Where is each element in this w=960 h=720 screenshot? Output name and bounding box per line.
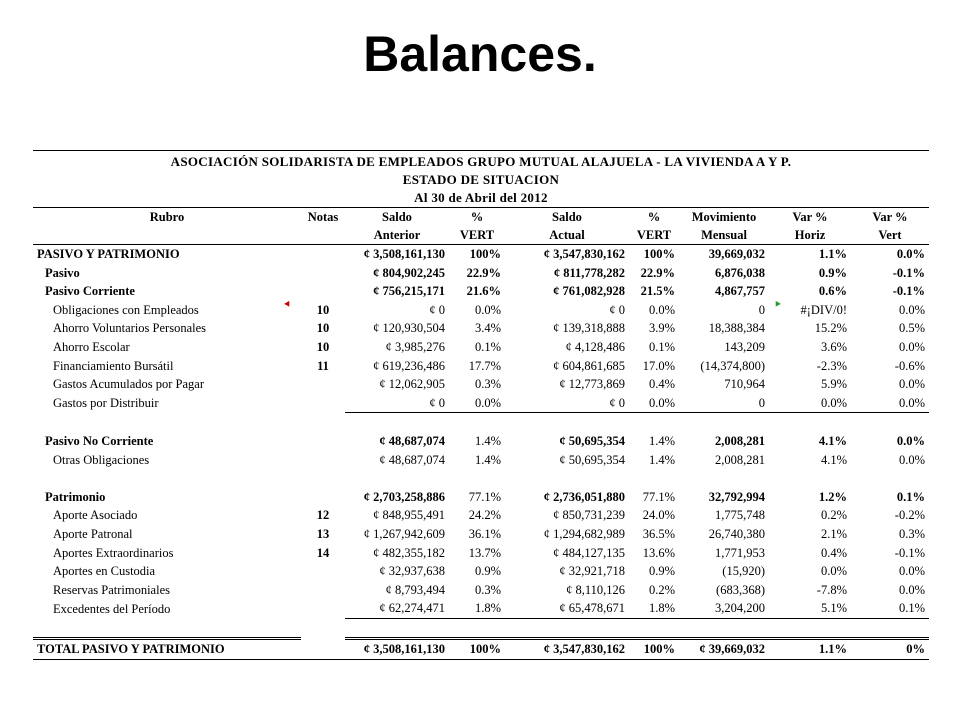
row-saldo-actual: ¢ 850,731,239 [553,508,625,523]
row-var-horiz: -7.8% [816,582,847,597]
row-saldo-actual: ¢ 0 [505,394,629,413]
row-movimiento: 18,388,384 [708,321,765,336]
row-pct-anterior: 1.4% [474,433,501,448]
row-pct-actual: 100% [629,639,679,660]
row-var-vert: 0.0% [898,302,925,317]
row-saldo-anterior: ¢ 62,274,471 [345,599,449,618]
spacer-row [33,618,929,639]
row-pct-anterior: 13.7% [468,545,501,560]
row-saldo-anterior: ¢ 0 [429,302,445,317]
row-pct-actual: 0.2% [648,582,675,597]
col-var-vert: Var % [872,210,908,224]
col-var-horiz: Var % [792,210,828,224]
organization-name: ASOCIACIÓN SOLIDARISTA DE EMPLEADOS GRUPO MUTUAL ALAJUELA - LA VIVIENDA A Y P. [170,154,792,169]
report-name: ESTADO DE SITUACION [402,172,560,187]
row-saldo-actual: ¢ 1,294,682,989 [543,526,625,541]
row-movimiento: 32,792,994 [708,489,765,504]
row-saldo-anterior: ¢ 12,062,905 [379,377,445,392]
row-movimiento: (15,920) [722,564,765,579]
row-label: Pasivo No Corriente [45,433,154,448]
row-pct-anterior: 36.1% [468,526,501,541]
col-movimiento-sub: Mensual [679,226,769,245]
row-pct-anterior: 0.1% [474,339,501,354]
row-pct-actual: 0.4% [648,377,675,392]
table-row [33,562,929,581]
row-saldo-anterior: ¢ 1,267,942,609 [363,526,445,541]
row-pct-actual: 1.4% [648,452,675,467]
row-var-horiz: 0.9% [818,265,847,280]
row-saldo-anterior: ¢ 0 [345,394,449,413]
table-row [33,525,929,544]
row-pct-actual: 0.9% [648,564,675,579]
col-saldo-anterior-sub: Anterior [345,226,449,245]
table-row [33,581,929,600]
row-pct-anterior: 0.0% [449,394,505,413]
row-movimiento: 143,209 [724,339,765,354]
row-movimiento: 0 [679,394,769,413]
row-var-horiz: 1.2% [818,489,847,504]
table-row [33,357,929,376]
row-var-vert: 0.0% [898,564,925,579]
row-movimiento: 0 [758,302,765,317]
total-row [33,639,929,660]
row-var-vert: 0.1% [896,489,925,504]
table-row [33,544,929,563]
row-saldo-anterior: ¢ 3,508,161,130 [345,639,449,660]
row-nota: 11 [317,358,329,373]
row-saldo-anterior: ¢ 48,687,074 [379,452,445,467]
row-pct-anterior: 1.4% [474,452,501,467]
row-nota: 10 [316,321,330,336]
report-date: Al 30 de Abril del 2012 [414,190,548,205]
row-saldo-anterior: ¢ 756,215,171 [373,284,445,299]
table-row [33,506,929,525]
table-row [33,282,929,301]
row-saldo-anterior: ¢ 619,236,486 [373,358,445,373]
row-var-vert: 0.0% [898,377,925,392]
row-pct-anterior: 1.8% [449,599,505,618]
row-saldo-anterior: ¢ 482,355,182 [373,545,445,560]
row-pct-anterior: 0.3% [474,377,501,392]
row-var-vert: -0.2% [894,508,925,523]
row-saldo-actual: ¢ 12,773,869 [559,377,625,392]
row-var-horiz: 0.4% [820,545,847,560]
table-row [33,451,929,470]
row-saldo-actual: ¢ 32,921,718 [559,564,625,579]
row-saldo-actual: ¢ 811,778,282 [553,265,625,280]
row-label: Pasivo [45,265,80,280]
row-var-horiz: 5.9% [820,377,847,392]
row-nota [301,581,345,600]
col-saldo-actual: Saldo [552,210,582,224]
table-row [33,375,929,394]
row-label: Otras Obligaciones [53,452,150,467]
row-movimiento: 710,964 [724,377,765,392]
row-var-vert: 0.0% [896,433,925,448]
table-row [33,319,929,338]
table-row [33,338,929,357]
col-pct-anterior-sub: VERT [449,226,505,245]
row-nota: 13 [316,526,330,541]
row-var-vert: -0.1% [892,284,925,299]
row-saldo-anterior: ¢ 804,902,245 [373,265,445,280]
col-rubro: Rubro [149,210,185,224]
row-movimiento: 4,867,757 [715,284,765,299]
row-pct-actual: 22.9% [640,265,675,280]
row-nota [301,245,345,264]
row-nota: 14 [316,545,330,560]
row-nota: 12 [316,508,330,523]
col-pct-actual-sub: VERT [629,226,679,245]
row-pct-actual: 1.8% [629,599,679,618]
row-movimiento: (14,374,800) [700,358,765,373]
row-saldo-anterior: ¢ 48,687,074 [379,433,445,448]
report-header [33,150,929,207]
row-saldo-actual: ¢ 2,736,051,880 [543,489,625,504]
row-movimiento: 1,775,748 [715,508,765,523]
row-saldo-anterior: ¢ 3,508,161,130 [363,247,445,261]
row-var-horiz: 3.6% [820,339,847,354]
row-movimiento: 1,771,953 [715,545,765,560]
row-var-horiz: 0.0% [769,394,851,413]
row-pct-actual: 21.5% [640,284,675,299]
table-row [33,432,929,451]
row-var-vert: -0.6% [894,358,925,373]
row-movimiento: 3,204,200 [679,599,769,618]
row-label: Reservas Patrimoniales [53,582,170,597]
table-row [33,394,929,413]
table-row [33,264,929,283]
row-nota [301,562,345,581]
row-var-vert: 0% [851,639,929,660]
row-label: Aportes en Custodia [53,564,156,579]
row-nota [301,282,345,301]
row-pct-anterior: 3.4% [474,321,501,336]
col-var-vert-sub: Vert [851,226,929,245]
row-nota [301,599,345,618]
row-saldo-actual: ¢ 3,547,830,162 [505,639,629,660]
row-label: Gastos por Distribuir [53,396,159,410]
row-nota [301,639,345,660]
row-var-vert: 0.0% [851,394,929,413]
row-pct-actual: 36.5% [642,526,675,541]
col-notas: Notas [307,210,339,224]
row-nota [301,488,345,507]
row-nota [301,264,345,283]
col-saldo-anterior: Saldo [382,210,412,224]
table-body [33,245,929,660]
row-nota [301,375,345,394]
row-pct-anterior: 77.1% [468,489,501,504]
row-movimiento: 39,669,032 [708,247,765,261]
row-pct-anterior: 17.7% [468,358,501,373]
table-row [33,301,929,320]
column-header-row-2 [33,226,929,245]
row-var-horiz: 0.6% [818,284,847,299]
row-label: TOTAL PASIVO Y PATRIMONIO [33,639,301,660]
row-label: PASIVO Y PATRIMONIO [37,247,180,261]
row-movimiento: 2,008,281 [715,433,765,448]
row-saldo-anterior: ¢ 8,793,494 [385,582,445,597]
row-var-vert: -0.1% [894,545,925,560]
col-movimiento: Movimiento [691,210,757,224]
row-var-horiz: 2.1% [820,526,847,541]
row-saldo-actual: ¢ 604,861,685 [553,358,625,373]
row-nota: 10 [316,302,330,317]
row-var-horiz: 1.1% [818,247,847,261]
row-pct-anterior: 21.6% [466,284,501,299]
row-pct-actual: 77.1% [642,489,675,504]
row-var-horiz: -2.3% [816,358,847,373]
column-header-row-1 [33,208,929,227]
row-label: Ahorro Voluntarios Personales [53,321,206,336]
col-pct-actual: % [647,210,661,224]
row-movimiento: 26,740,380 [708,526,765,541]
row-label: Pasivo Corriente [45,284,135,299]
row-var-vert: 0.5% [898,321,925,336]
col-var-horiz-sub: Horiz [769,226,851,245]
col-pct-anterior: % [470,210,484,224]
row-movimiento: (683,368) [716,582,765,597]
row-saldo-actual: ¢ 50,695,354 [559,452,625,467]
row-label: Ahorro Escolar [53,339,130,354]
row-saldo-actual: ¢ 484,127,135 [553,545,625,560]
row-label: Aportes Extraordinarios [53,545,174,560]
row-nota [301,394,345,413]
row-label: Excedentes del Período [53,601,171,616]
balance-table [33,207,929,660]
row-var-vert: 0.0% [898,339,925,354]
row-pct-actual: 1.4% [648,433,675,448]
row-label: Patrimonio [45,489,106,504]
row-nota [301,432,345,451]
row-saldo-actual: ¢ 761,082,928 [553,284,625,299]
table-row [33,488,929,507]
row-saldo-actual: ¢ 139,318,888 [553,321,625,336]
row-saldo-actual: ¢ 65,478,671 [505,599,629,618]
row-pct-anterior: 0.0% [474,302,501,317]
row-saldo-anterior: ¢ 3,985,276 [385,339,445,354]
row-pct-anterior: 100% [469,247,501,261]
row-movimiento: ¢ 39,669,032 [679,639,769,660]
row-pct-anterior: 22.9% [466,265,501,280]
row-saldo-anterior: ¢ 32,937,638 [379,564,445,579]
row-saldo-actual: ¢ 0 [609,302,625,317]
row-nota [301,451,345,470]
row-pct-actual: 100% [643,247,675,261]
row-var-vert: 0.0% [898,582,925,597]
row-saldo-actual: ¢ 4,128,486 [565,339,625,354]
row-pct-anterior: 24.2% [468,508,501,523]
row-saldo-anterior: ¢ 848,955,491 [373,508,445,523]
row-var-horiz: 0.0% [820,564,847,579]
spacer-row [33,413,929,432]
row-label: Gastos Acumulados por Pagar [53,377,205,392]
col-saldo-actual-sub: Actual [505,226,629,245]
row-pct-anterior: 0.3% [474,582,501,597]
row-pct-actual: 0.0% [629,394,679,413]
row-label: Financiamiento Bursátil [53,358,174,373]
row-pct-actual: 3.9% [648,321,675,336]
row-var-horiz: #¡DIV/0! [800,302,847,317]
row-saldo-actual: ¢ 3,547,830,162 [543,247,625,261]
row-saldo-actual: ¢ 50,695,354 [559,433,625,448]
row-saldo-actual: ¢ 8,110,126 [566,582,625,597]
row-label: Obligaciones con Empleados [53,302,199,317]
row-pct-actual: 0.0% [648,302,675,317]
row-label: Aporte Asociado [53,508,138,523]
row-var-horiz: 1.1% [769,639,851,660]
spacer-row [33,469,929,488]
row-var-vert: 0.0% [898,452,925,467]
row-pct-actual: 13.6% [642,545,675,560]
row-var-horiz: 0.2% [820,508,847,523]
row-var-vert: 0.1% [851,599,929,618]
row-label: Aporte Patronal [53,526,133,541]
row-movimiento: 2,008,281 [715,452,765,467]
row-var-horiz: 15.2% [814,321,847,336]
table-row [33,599,929,618]
row-var-vert: 0.0% [896,247,925,261]
row-pct-anterior: 0.9% [474,564,501,579]
balance-sheet [33,150,929,660]
row-saldo-anterior: ¢ 2,703,258,886 [363,489,445,504]
row-var-vert: -0.1% [892,265,925,280]
row-var-horiz: 4.1% [820,452,847,467]
row-pct-actual: 17.0% [642,358,675,373]
row-pct-actual: 0.1% [648,339,675,354]
row-pct-anterior: 100% [449,639,505,660]
row-nota: 10 [316,339,330,354]
row-var-horiz: 5.1% [769,599,851,618]
slide-title: Balances. [363,26,597,82]
row-var-horiz: 4.1% [818,433,847,448]
table-row [33,245,929,264]
row-pct-actual: 24.0% [642,508,675,523]
row-var-vert: 0.3% [898,526,925,541]
row-movimiento: 6,876,038 [715,265,765,280]
row-saldo-anterior: ¢ 120,930,504 [373,321,445,336]
